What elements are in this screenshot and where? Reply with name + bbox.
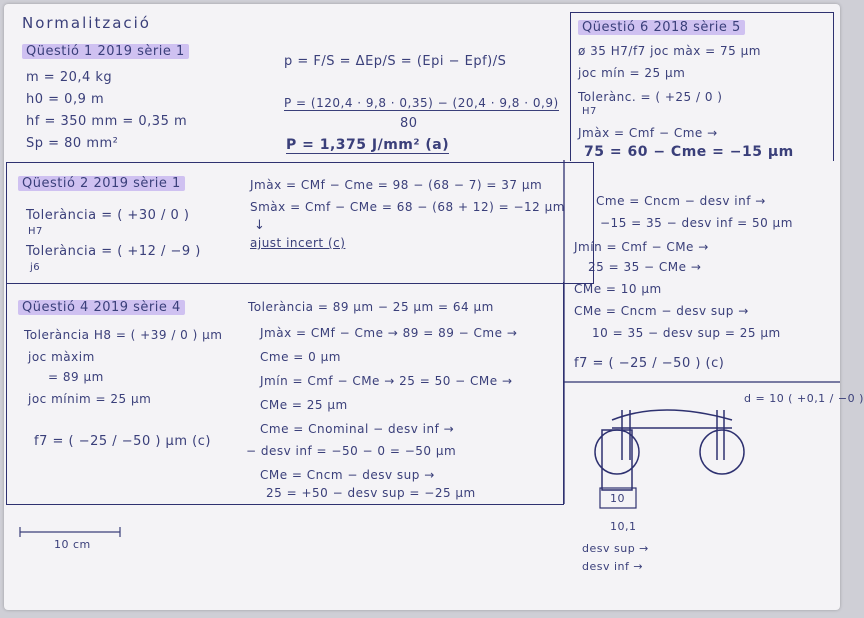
q6-line-4: Jmàx = Cmf − Cme → bbox=[578, 126, 718, 140]
sketch-note-sup: desv sup → bbox=[582, 542, 649, 555]
q2-tol2: Tolerància = ( +12 / −9 ) bbox=[26, 244, 201, 259]
formula-numerator: P = (120,4 · 9,8 · 0,35) − (20,4 · 9,8 · 0,9) bbox=[284, 96, 559, 110]
q4-tolH8: Tolerància H8 = ( +39 / 0 ) µm bbox=[24, 328, 223, 342]
q4-heading: Qüestió 4 2019 sèrie 4 bbox=[18, 300, 185, 315]
q6-line-5: 75 = 60 − Cme = −15 µm bbox=[584, 144, 794, 160]
q1-line-hf: hf = 350 mm = 0,35 m bbox=[26, 114, 188, 129]
formula-result: P = 1,375 J/mm² (a) bbox=[286, 137, 450, 153]
q2-tol2-sub: j6 bbox=[30, 262, 41, 273]
q6-cont-5: CMe = Cncm − desv sup → bbox=[574, 304, 749, 318]
q4-r7: CMe = Cncm − desv sup → bbox=[260, 468, 435, 482]
q6-cont-7: f7 = ( −25 / −50 ) (c) bbox=[574, 356, 725, 371]
q2-smax: Smàx = Cmf − CMe = 68 − (68 + 12) = −12 µm bbox=[250, 200, 565, 214]
q2-tol1: Tolerància = ( +30 / 0 ) bbox=[26, 208, 190, 223]
notebook-page bbox=[4, 4, 864, 610]
sketch-note-inf: desv inf → bbox=[582, 560, 644, 573]
q6-cont-3: 25 = 35 − CMe → bbox=[588, 260, 702, 274]
q4-r8: 25 = +50 − desv sup = −25 µm bbox=[266, 486, 476, 500]
q4-r0: Tolerància = 89 µm − 25 µm = 64 µm bbox=[248, 300, 494, 314]
q6-cont-1: −15 = 35 − desv inf = 50 µm bbox=[600, 216, 793, 230]
q6-heading: Qüestió 6 2018 sèrie 5 bbox=[578, 20, 745, 35]
q6-cont-2: Jmín = Cmf − CMe → bbox=[574, 240, 709, 254]
q4-r4: CMe = 25 µm bbox=[260, 398, 348, 412]
q6-cont-4: CMe = 10 µm bbox=[574, 282, 662, 296]
q1-line-mass: m = 20,4 kg bbox=[26, 70, 113, 85]
q4-r1: Jmàx = CMf − Cme → 89 = 89 − Cme → bbox=[260, 326, 518, 340]
formula-pressure: p = F/S = ΔEp/S = (Epi − Epf)/S bbox=[284, 54, 507, 69]
q4-r5: Cme = Cnominal − desv inf → bbox=[260, 422, 455, 436]
q4-r3: Jmín = Cmf − CMe → 25 = 50 − CMe → bbox=[260, 374, 513, 388]
q6-line-0: ø 35 H7/f7 joc màx = 75 µm bbox=[578, 44, 761, 58]
q2-heading: Qüestió 2 2019 sèrie 1 bbox=[18, 176, 185, 191]
q4-jocmax-val: = 89 µm bbox=[48, 370, 104, 384]
q2-tol1-sub: H7 bbox=[28, 226, 43, 237]
formula-denominator: 80 bbox=[400, 116, 418, 131]
q4-jocmin: joc mínim = 25 µm bbox=[28, 392, 152, 406]
scale-label: 10 cm bbox=[54, 538, 91, 551]
q6-cont-6: 10 = 35 − desv sup = 25 µm bbox=[592, 326, 781, 340]
q6-cont-0: Cme = Cncm − desv inf → bbox=[596, 194, 766, 208]
q1-line-sp: Sp = 80 mm² bbox=[26, 136, 119, 151]
q6-line-3: H7 bbox=[582, 106, 597, 117]
q6-line-2: Tolerànc. = ( +25 / 0 ) bbox=[578, 90, 723, 104]
sketch-d-label: d = 10 ( +0,1 / −0 ) bbox=[744, 392, 864, 405]
q4-f7: f7 = ( −25 / −50 ) µm (c) bbox=[34, 434, 211, 449]
q2-ajust: ajust incert (c) bbox=[250, 236, 346, 250]
q1-heading: Qüestió 1 2019 sèrie 1 bbox=[22, 44, 189, 59]
page-title: Normalització bbox=[22, 14, 151, 32]
sketch-box-val: 10 bbox=[610, 492, 625, 505]
q4-r2: Cme = 0 µm bbox=[260, 350, 341, 364]
q1-line-h0: h0 = 0,9 m bbox=[26, 92, 105, 107]
q6-line-1: joc mín = 25 µm bbox=[578, 66, 686, 80]
q2-jmax: Jmàx = CMf − Cme = 98 − (68 − 7) = 37 µm bbox=[250, 178, 543, 192]
q4-jocmax-label: joc màxim bbox=[28, 350, 95, 364]
q2-arrow: ↓ bbox=[254, 218, 266, 233]
sketch-below: 10,1 bbox=[610, 520, 637, 533]
q4-r6: − desv inf = −50 − 0 = −50 µm bbox=[246, 444, 457, 458]
